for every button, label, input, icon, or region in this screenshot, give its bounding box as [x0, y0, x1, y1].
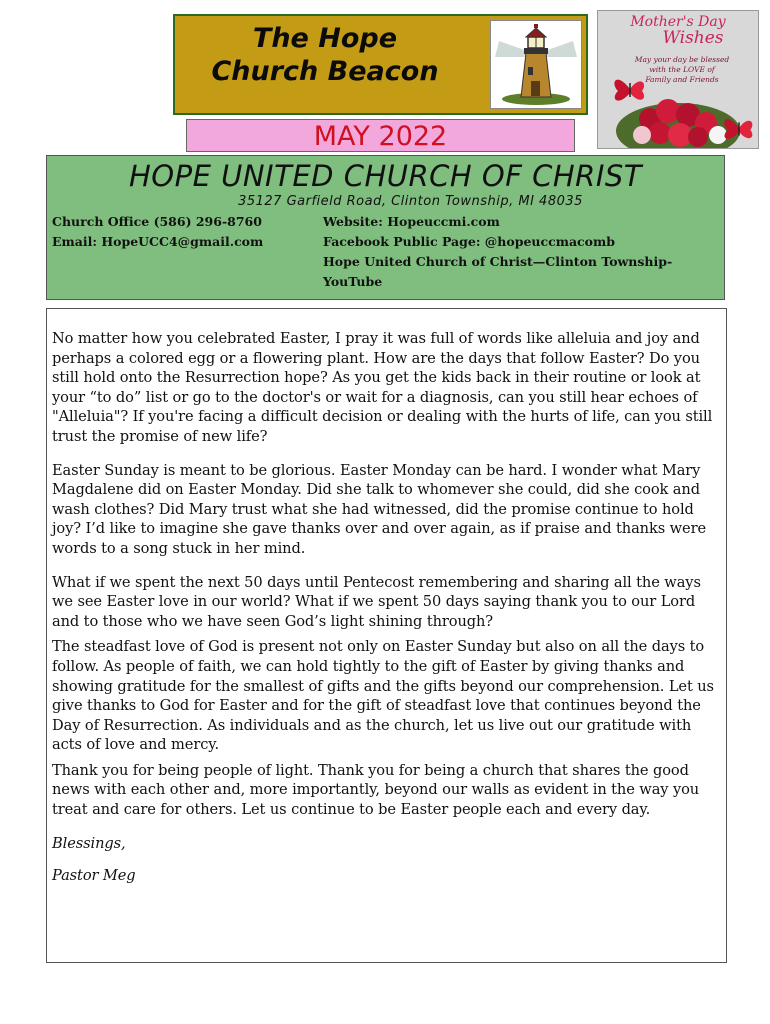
card-message-line3: Family and Friends: [645, 75, 719, 84]
newsletter-title: [175, 22, 475, 88]
card-message-line2: with the LOVE of: [649, 65, 715, 74]
card-title: [598, 14, 758, 46]
contact-info-right: [323, 212, 683, 292]
card-title-line2: Wishes: [662, 28, 724, 48]
church-name: HOPE UNITED CHURCH OF CHRIST: [128, 159, 643, 193]
contact-info-left: [52, 212, 263, 252]
church-header: [46, 155, 725, 300]
church-youtube-line2: YouTube: [323, 274, 383, 289]
church-website: Website: Hopeuccmi.com: [323, 214, 500, 229]
letter-signature: Pastor Meg: [52, 867, 136, 885]
pastor-letter: [46, 308, 727, 963]
church-youtube-line1: Hope United Church of Christ—Clinton Township-: [323, 254, 673, 269]
masthead: [173, 14, 588, 115]
letter-paragraph-1: No matter how you celebrated Easter, I pray it was full of words like alleluia and joy and perhaps a colored egg or a flowering plant. How are the days that follow Easter? Do you still hold onto the Resurrection hope? As you get the kids back in their routine or look at your “to do” list or go to the doctor's or wait for a diagnosis, can you still hear echoes of "Alleluia"? If you're facing a difficult decision or dealing with the hurts of life, can you still trust the promise of new life?: [52, 330, 713, 445]
mothers-day-card: [597, 10, 759, 149]
card-title-line1: Mother's Day: [630, 14, 726, 30]
lighthouse-image: [490, 20, 582, 109]
card-message: [620, 55, 744, 85]
butterfly-icon: [720, 109, 758, 147]
church-facebook: Facebook Public Page: @hopeuccmacomb: [323, 234, 615, 249]
church-office-phone: Church Office (586) 296-8760: [52, 214, 262, 229]
letter-paragraph-3: What if we spent the next 50 days until Pentecost remembering and sharing all the ways we see Easter love in our world? What if we spent 50 days saying thank you to our Lord and to those who we have seen God’s light shining through?: [52, 573, 701, 630]
letter-paragraph-4: The steadfast love of God is present not only on Easter Sunday but also on all the days to follow. As people of faith, we can hold tightly to the gift of Easter by giving thanks and showing gratitude for the smallest of gifts and the gifts beyond our comprehension. Let us give thanks to God for Easter and for the gift of steadfast love that continues beyond the Day of Resurrection. As individuals and as the church, let us live out our gratitude with acts of love and mercy.: [52, 638, 714, 754]
letter-paragraph-2: Easter Sunday is meant to be glorious. Easter Monday can be hard. I wonder what Mary Magdalene did on Easter Monday. Did she talk to whomever she could, did she cook and wash clothes? Did Mary trust what she had witnessed, did the promise continue to hold joy? I’d like to imagine she gave thanks over and over again, as if praise and thanks were words to a song stuck in her mind.: [52, 461, 706, 557]
church-email: Email: HopeUCC4@gmail.com: [52, 234, 264, 249]
newsletter-title-line2: Church Beacon: [211, 56, 439, 87]
issue-date: MAY 2022: [186, 119, 575, 152]
letter-paragraph-5: Thank you for being people of light. Thank you for being a church that shares the good news with each other and, more importantly, beyond our walls as evident in the way you treat and care for others. Let us continue to be Easter people each and every day.: [52, 761, 700, 819]
card-message-line1: May your day be blessed: [634, 55, 730, 64]
lighthouse-icon: [491, 21, 581, 108]
letter-closing: Blessings,: [52, 834, 126, 852]
newsletter-title-line1: The Hope: [252, 23, 398, 54]
church-address: 35127 Garfield Road, Clinton Township, MI 48035: [238, 194, 583, 209]
